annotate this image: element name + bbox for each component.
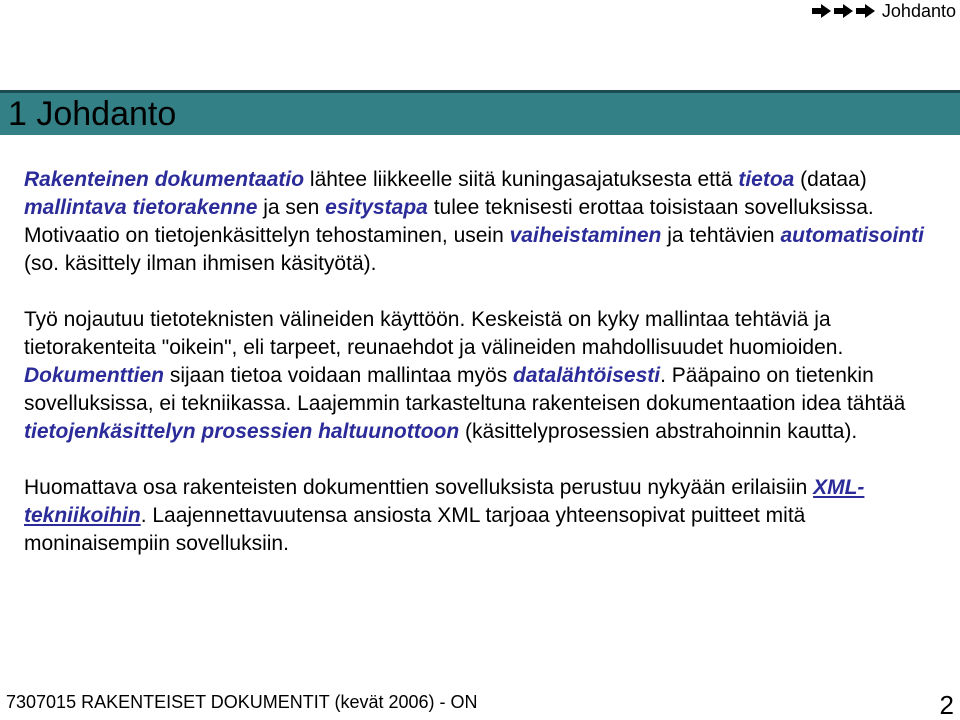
footer-course: 7307015 RAKENTEISET DOKUMENTIT (kevät 2006) - ON [6, 692, 478, 712]
term: datalähtöisesti [513, 364, 661, 387]
text: sijaan tietoa voidaan mallintaa myös [164, 364, 514, 387]
text: . Laajennettavuutensa ansiosta XML tarjoaa yhteensopivat puitteet mitä moninaisempiin sovelluksiin. [24, 504, 806, 555]
text: tulee teknisesti erottaa toisistaan sovelluksissa. Motivaatio on tietojenkäsittelyn tehostaminen, usein [24, 196, 874, 247]
term: tietoa [738, 168, 795, 191]
title-bar [0, 90, 960, 135]
term: Rakenteinen dokumentaatio [24, 168, 305, 191]
arrow-right-icon [856, 2, 876, 20]
term: tietojenkäsittelyn prosessien haltuunottoon [24, 420, 460, 443]
page-title: 1 Johdanto [8, 95, 177, 133]
text: (dataa) [794, 168, 867, 191]
term: esitystapa [325, 196, 428, 219]
arrow-right-icon [812, 2, 832, 20]
text: . Pääpaino on tietenkin sovelluksissa, ei tekniikassa. Laajemmin tarkasteltuna rakenteisen dokumentaation idea tähtää [24, 364, 906, 415]
text: (käsittelyprosessien abstrahoinnin kautta). [459, 420, 858, 443]
paragraph-2 [24, 306, 954, 446]
breadcrumb [812, 0, 956, 22]
text: lähtee liikkeelle siitä kuningasajatuksesta että [304, 168, 739, 191]
text: (so. käsittely ilman ihmisen käsityötä). [24, 252, 377, 275]
paragraph-3 [24, 474, 954, 558]
link-term[interactable]: XML-tekniikoihin [24, 476, 865, 527]
term: Dokumenttien [24, 364, 165, 387]
text: ja sen [257, 196, 326, 219]
paragraph-1 [24, 166, 954, 278]
slide-content [24, 166, 954, 586]
term: automatisointi [780, 224, 924, 247]
term: mallintava tietorakenne [24, 196, 258, 219]
term: vaiheistaminen [509, 224, 662, 247]
page-number: 2 [939, 690, 954, 720]
text: Huomattava osa rakenteisten dokumenttien sovelluksista perustuu nykyään erilaisiin [24, 476, 814, 499]
text: Työ nojautuu tietoteknisten välineiden käyttöön. Keskeistä on kyky mallintaa tehtäviä ja tietorakenteita "oikein", eli tarpeet, reunaehdot ja välineiden mahdollisuudet huomioiden. [24, 308, 844, 359]
text: ja tehtävien [661, 224, 781, 247]
arrow-right-icon [834, 2, 854, 20]
breadcrumb-label[interactable]: Johdanto [881, 1, 956, 21]
